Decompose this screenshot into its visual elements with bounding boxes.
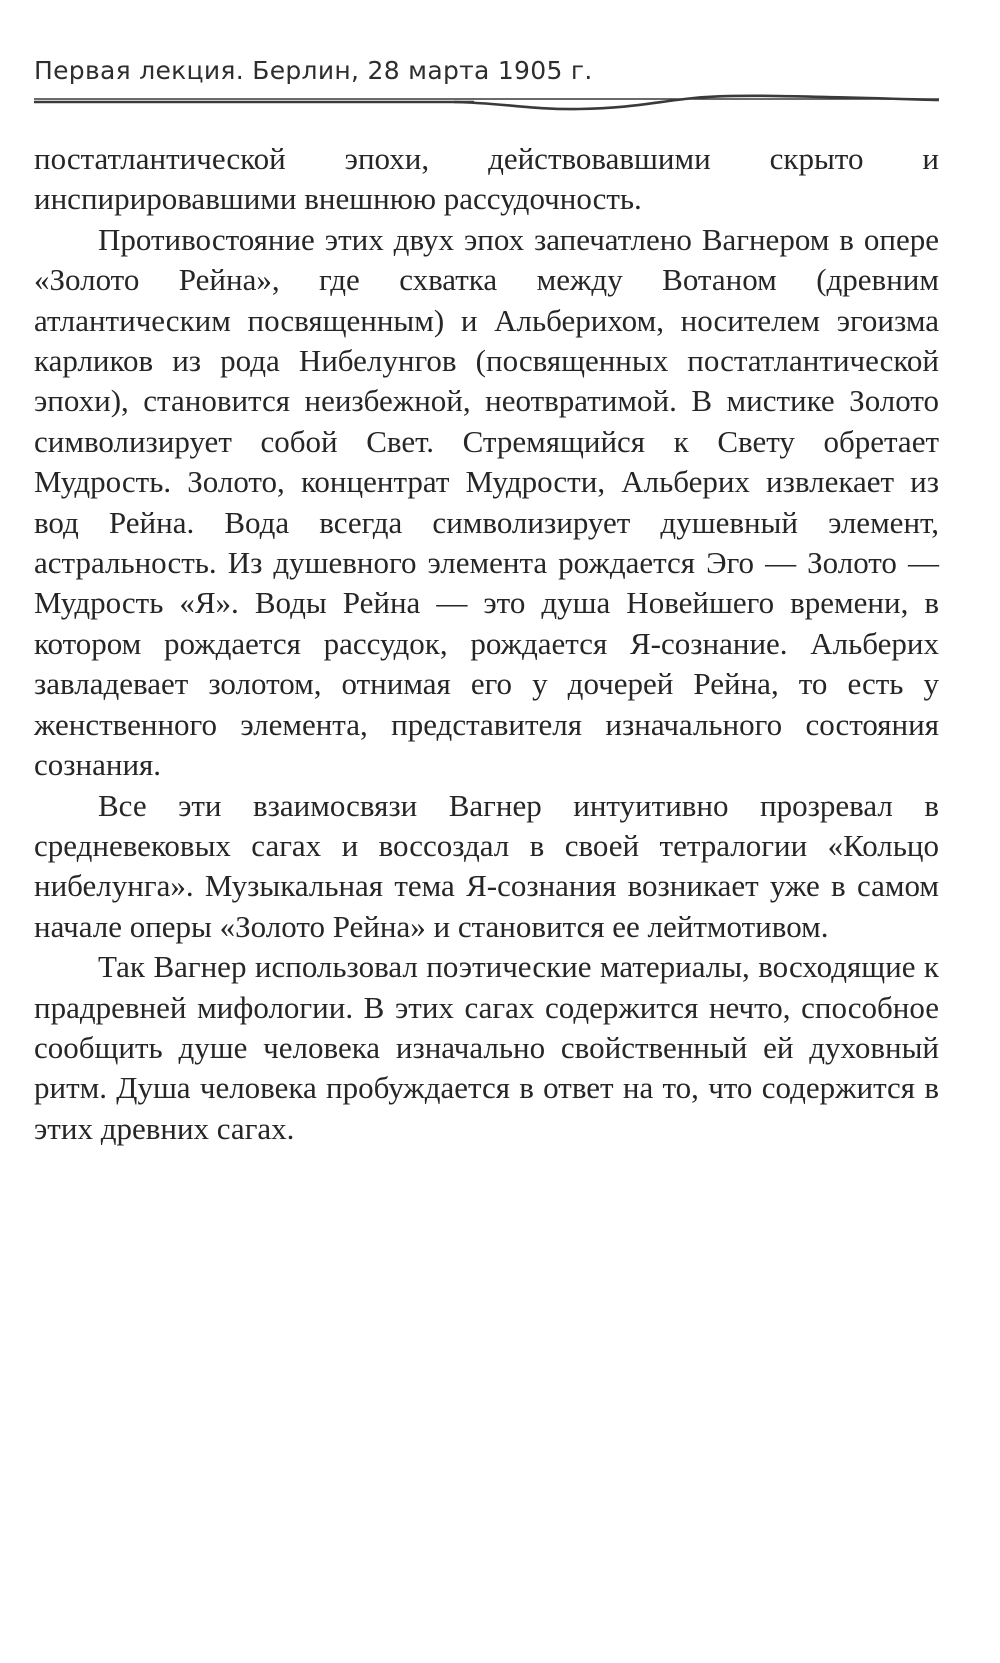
running-header: Первая лекция. Берлин, 28 марта 1905 г. xyxy=(34,56,593,85)
paragraph: Все эти взаимосвязи Вагнер интуитивно прозревал в средневековых сагах и воссоздал в своей тетралогии «Кольцо нибелунга». Музыкальная тема Я-сознания возникает уже в самом начале оперы «Золото Рейна» и становится ее лейтмотивом. xyxy=(34,787,939,944)
paragraph: постатлантической эпохи, действовавшими скрыто и инспирировавшими внешнюю рассудочность. xyxy=(34,141,939,217)
paragraph: Так Вагнер использовал поэтические материалы, восходящие к прадревней мифологии. В этих сагах содержится нечто, способное сообщить душе человека изначально свойственный ей духовный ритм. Душа человека пробуждается в ответ на то, что содержится в этих древних сагах. xyxy=(34,949,939,1146)
header-ornament-rule xyxy=(34,88,939,118)
paragraph: Противостояние этих двух эпох запечатлено Вагнером в опере «Золото Рейна», где схватка между Вотаном (древним атлантическим посвященным) и Альберихом, носителем эгоизма карликов из рода Нибелунгов (посвященных постатлантической эпохи), становится неизбежной, неотвратимой. В мистике Золото символизирует собой Свет. Стремящийся к Свету обретает Мудрость. Золото, концентрат Мудрости, Альберих извлекает из вод Рейна. Вода всегда символизирует душевный элемент, астральность. Из душевного элемента рождается Эго — Золото — Мудрость «Я». Воды Рейна — это душа Новейшего времени, в котором рождается рассудок, рождается Я-сознание. Альберих завладевает золотом, отнимая его у дочерей Рейна, то есть у женственного элемента, представителя изначального состояния сознания. xyxy=(34,221,939,783)
body-text xyxy=(34,139,939,1149)
book-page xyxy=(34,0,939,1663)
